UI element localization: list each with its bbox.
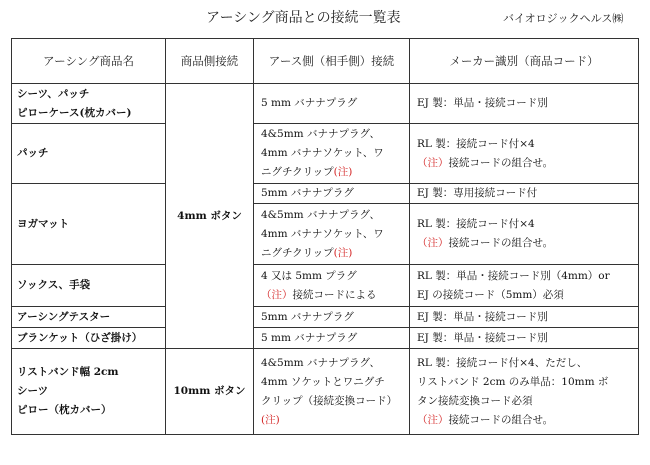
product-cell [12, 328, 166, 349]
connector-4mm: 4mm ボタン [177, 209, 242, 222]
earth-cell [254, 328, 410, 349]
maker-line: EJ 製：単品・接続コード別 [417, 310, 548, 323]
maker-line: RL 製：単品・接続コード別（4mm）or [417, 269, 610, 282]
table-row [12, 307, 639, 328]
maker-line: （注）接続コードの組合せ。 [417, 413, 554, 426]
product-name: シーツ [17, 385, 49, 397]
table-row [12, 265, 639, 307]
maker-cell [410, 124, 639, 184]
earth-line: ニグチクリップ(注) [261, 166, 353, 178]
maker-line: EJ 製：単品・接続コード別 [417, 331, 548, 344]
earth-line: （注）接続コードによる [261, 288, 377, 301]
note-mark: (注) [333, 166, 353, 178]
product-cell [12, 84, 166, 124]
maker-line: RL 製：接続コード付×4、ただし、 [417, 356, 588, 369]
product-cell [12, 307, 166, 328]
earth-line: 5mm バナナプラグ [261, 310, 354, 323]
company-name: バイオロジックヘルス㈱ [503, 12, 624, 25]
earth-cell [254, 84, 410, 124]
connection-table [11, 38, 639, 435]
product-name: ピローケース(枕カバー) [17, 106, 132, 119]
maker-line: （注）接続コードの組合せ。 [417, 156, 554, 169]
product-cell [12, 124, 166, 184]
product-name: ブランケット（ひざ掛け） [17, 331, 143, 344]
maker-line: RL 製：接続コード付×4 [417, 218, 535, 230]
connector-cell [166, 84, 254, 349]
maker-line: EJ 製：専用接続コード付 [417, 187, 538, 199]
product-name: シーツ、パッチ [17, 87, 90, 100]
earth-cell [254, 184, 410, 204]
earth-line: 4 又は 5mm プラグ [261, 269, 357, 282]
table-row [12, 124, 639, 184]
earth-line: クリップ（接続変換コード） [261, 394, 398, 407]
earth-line: 4&5mm バナナプラグ、 [261, 128, 381, 140]
earth-line: 5mm バナナプラグ [261, 187, 354, 199]
maker-cell [410, 204, 639, 265]
product-name: ソックス、手袋 [17, 279, 91, 291]
earth-cell [254, 265, 410, 307]
header-product: アーシング商品名 [12, 39, 166, 84]
earth-cell [254, 307, 410, 328]
table-row [12, 84, 639, 124]
product-name: ヨガマット [17, 217, 70, 230]
maker-cell [410, 328, 639, 349]
earth-line: 5 mm バナナプラグ [261, 97, 358, 109]
product-cell [12, 265, 166, 307]
product-cell [12, 184, 166, 265]
note-mark: (注) [333, 246, 353, 259]
maker-line: タン接続変換コード必須 [417, 394, 533, 407]
maker-cell [410, 265, 639, 307]
note-mark: （注） [417, 237, 449, 249]
product-name: リストバンド幅 2cm [17, 366, 119, 378]
earth-line: 4&5mm バナナプラグ、 [261, 356, 381, 369]
maker-cell [410, 307, 639, 328]
table-header-row [12, 39, 639, 84]
earth-cell [254, 204, 410, 265]
earth-line: 4mm ソケットとワニグチ [261, 375, 385, 388]
header-maker: メーカー識別（商品コード） [410, 39, 639, 84]
table-row [12, 328, 639, 349]
earth-line: 4&5mm バナナプラグ、 [261, 208, 381, 221]
maker-line: EJ の接続コード（5mm）必須 [417, 288, 564, 301]
table-row [12, 349, 639, 435]
note-mark: （注） [417, 156, 449, 169]
table-row [12, 184, 639, 204]
earth-line: 5 mm バナナプラグ [261, 331, 358, 344]
note-mark: (注) [261, 413, 280, 426]
maker-cell [410, 349, 639, 435]
earth-line [261, 411, 404, 430]
earth-line: 4mm バナナソケット、ワ [261, 147, 384, 159]
maker-line: EJ 製：単品・接続コード別 [417, 97, 548, 109]
connector-cell [166, 349, 254, 435]
maker-line: リストバンド 2cm のみ単品：10mm ボ [417, 375, 609, 388]
product-name: ピロー（枕カバー） [17, 404, 112, 416]
header-earth-connection: アース側（相手側）接続 [254, 39, 410, 84]
product-name: アーシングテスター [17, 310, 111, 323]
note-mark: （注） [417, 413, 449, 426]
product-name: パッチ [17, 147, 49, 159]
earth-line: 4mm バナナソケット、ワ [261, 227, 384, 240]
earth-line: ニグチクリップ(注) [261, 246, 353, 259]
earth-cell [254, 124, 410, 184]
page-title: アーシング商品との接続一覧表 [206, 10, 401, 26]
note-mark: （注） [261, 288, 293, 301]
maker-cell [410, 184, 639, 204]
maker-cell [410, 84, 639, 124]
product-cell [12, 349, 166, 435]
earth-cell [254, 349, 410, 435]
maker-line: （注）接続コードの組合せ。 [417, 237, 554, 249]
header-product-connection: 商品側接続 [166, 39, 254, 84]
connector-10mm: 10mm ボタン [173, 385, 246, 397]
maker-line: RL 製：接続コード付×4 [417, 137, 535, 150]
